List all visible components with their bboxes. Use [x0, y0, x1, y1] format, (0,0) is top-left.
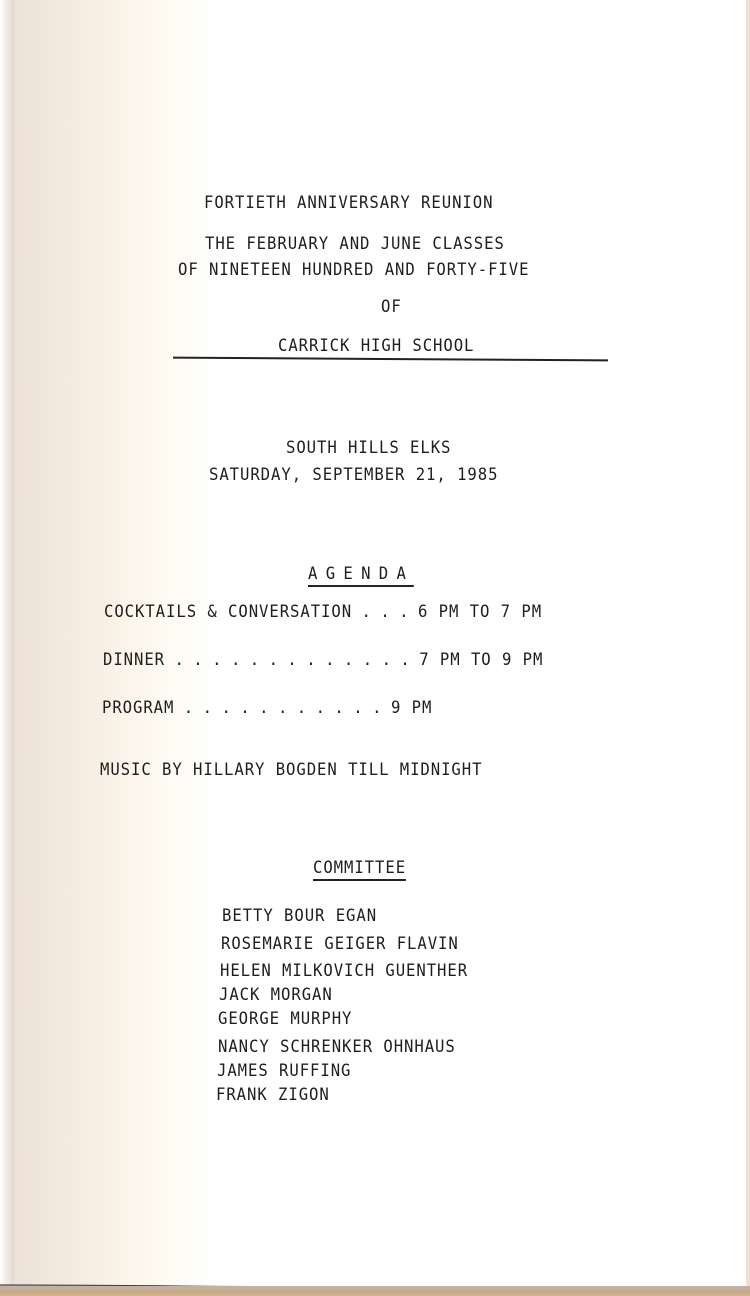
committee-member: JACK MORGAN [219, 985, 333, 1005]
agenda-item-time: 7 PM TO 9 PM [419, 650, 544, 670]
committee-member: BETTY BOUR EGAN [222, 906, 378, 926]
school-name: CARRICK HIGH SCHOOL [278, 336, 475, 356]
dot-leader: . . . [352, 602, 418, 622]
school-underline [173, 357, 608, 362]
agenda-item-time: 6 PM TO 7 PM [417, 602, 543, 622]
committee-title: COMMITTEE [313, 858, 406, 881]
committee-member: GEORGE MURPHY [218, 1009, 353, 1029]
header-classes: THE FEBRUARY AND JUNE CLASSES [205, 234, 505, 254]
agenda-item-dinner [103, 650, 543, 670]
header-title: FORTIETH ANNIVERSARY REUNION [204, 193, 494, 213]
committee-member: NANCY SCHRENKER OHNHAUS [218, 1037, 456, 1057]
dot-leader: . . . . . . . . . . . . . [165, 650, 420, 670]
committee-member: FRANK ZIGON [216, 1085, 330, 1105]
header-year: OF NINETEEN HUNDRED AND FORTY-FIVE [178, 260, 530, 280]
committee-member: ROSEMARIE GEIGER FLAVIN [221, 934, 459, 954]
committee-member: HELEN MILKOVICH GUENTHER [220, 961, 469, 981]
agenda-title: AGENDA [308, 564, 414, 587]
venue-date: SATURDAY, SEPTEMBER 21, 1985 [209, 465, 499, 485]
agenda-item-label: DINNER [103, 650, 166, 670]
page-right-edge [746, 0, 750, 1296]
dot-leader: . . . . . . . . . . . [174, 698, 391, 718]
venue-place: SOUTH HILLS ELKS [286, 438, 452, 458]
page-binding-edge [0, 0, 14, 1296]
agenda-item-cocktails [104, 602, 542, 622]
agenda-item-time: 9 PM [390, 698, 433, 718]
committee-member: JAMES RUFFING [217, 1061, 352, 1081]
agenda-music: MUSIC BY HILLARY BOGDEN TILL MIDNIGHT [100, 760, 483, 780]
agenda-item-label: PROGRAM [102, 698, 175, 718]
page-bottom-edge [0, 1286, 750, 1296]
header-of: OF [381, 297, 402, 317]
agenda-item-program [102, 698, 432, 718]
agenda-item-label: COCKTAILS & CONVERSATION [104, 602, 353, 622]
